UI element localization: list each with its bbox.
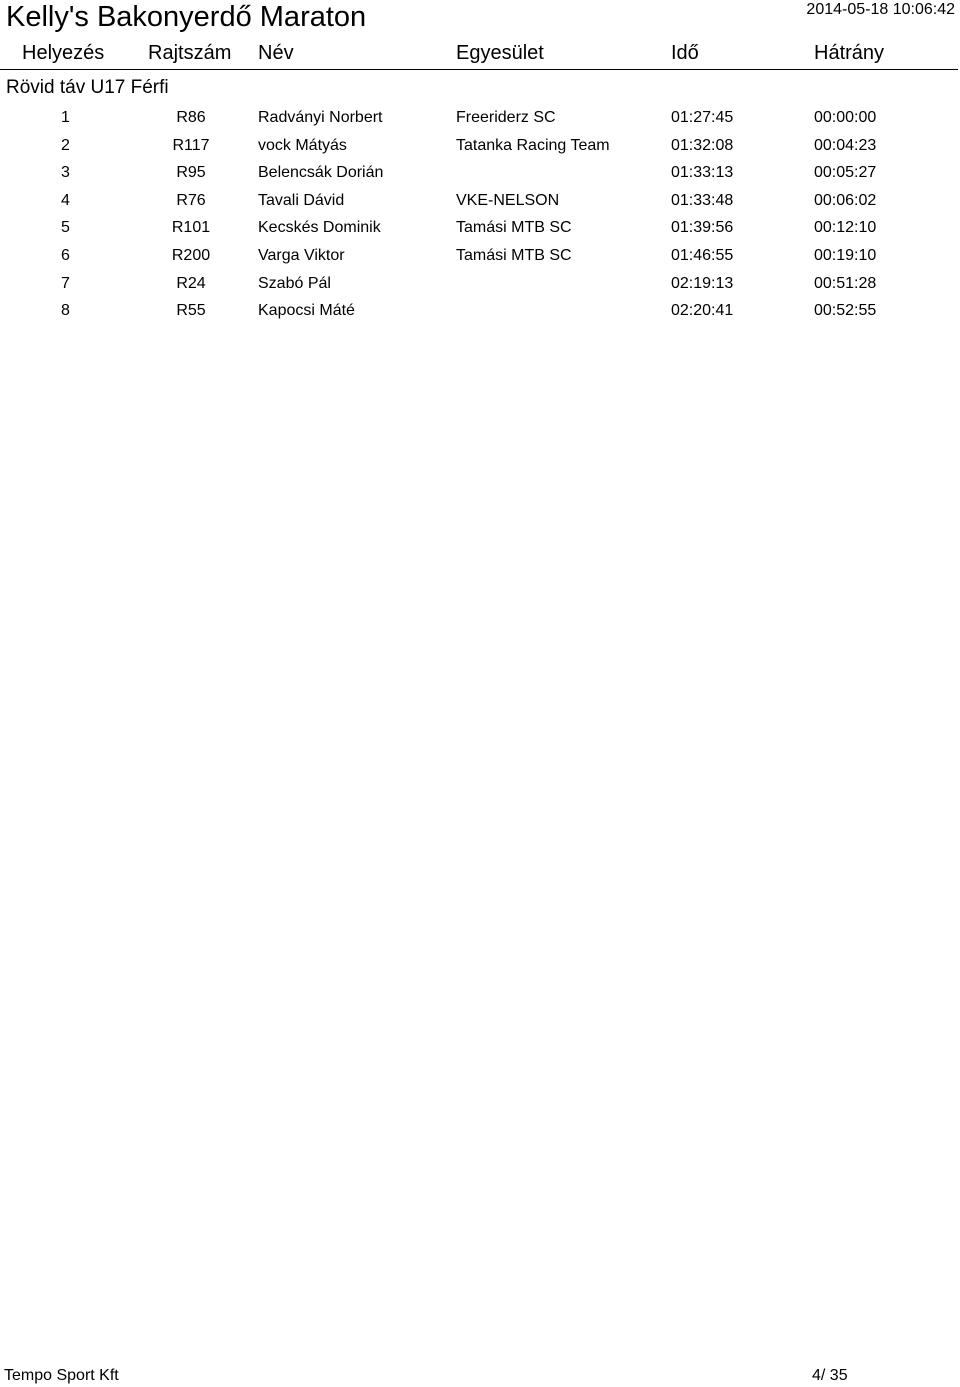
cell-name: Kecskés Dominik: [258, 219, 381, 237]
cell-name: Kapocsi Máté: [258, 302, 355, 320]
table-row: [0, 104, 960, 132]
header-position: Helyezés: [22, 42, 105, 64]
cell-name: Szabó Pál: [258, 274, 331, 292]
cell-position: 7: [61, 274, 70, 292]
cell-bib: R24: [176, 274, 206, 292]
cell-time: 01:33:48: [671, 191, 734, 209]
cell-gap: 00:06:02: [814, 191, 877, 209]
cell-time: 01:46:55: [671, 246, 734, 264]
cell-name: vock Mátyás: [258, 136, 347, 154]
table-row: [0, 297, 960, 325]
cell-club: Freeriderz SC: [456, 109, 556, 126]
cell-gap: 00:19:10: [814, 246, 877, 264]
table-row: [0, 214, 960, 242]
table-row: [0, 242, 960, 270]
header-club: Egyesület: [456, 42, 544, 64]
cell-bib: R55: [176, 302, 206, 320]
cell-gap: 00:51:28: [814, 274, 877, 292]
cell-position: 5: [61, 219, 70, 237]
cell-position: 1: [61, 109, 70, 126]
results-table: [0, 104, 960, 325]
cell-club: VKE-NELSON: [456, 191, 560, 209]
cell-bib: R200: [171, 246, 211, 264]
cell-bib: R86: [176, 109, 206, 126]
cell-club: Tamási MTB SC: [456, 219, 572, 237]
cell-name: Radványi Norbert: [258, 109, 383, 126]
cell-name: Belencsák Dorián: [258, 164, 384, 182]
cell-position: 3: [61, 164, 70, 182]
cell-bib: R101: [171, 219, 211, 237]
document-title: Kelly's Bakonyerdő Maraton: [6, 1, 367, 33]
table-row: [0, 132, 960, 160]
cell-gap: 00:52:55: [814, 302, 877, 320]
cell-time: 01:33:13: [671, 164, 734, 182]
header-name: Név: [258, 42, 294, 64]
print-timestamp: 2014-05-18 10:06:42: [806, 1, 955, 18]
cell-gap: 00:04:23: [814, 136, 877, 154]
cell-position: 8: [61, 302, 70, 320]
cell-bib: R95: [176, 164, 206, 182]
page-number: 4/ 35: [812, 1367, 848, 1384]
cell-time: 02:20:41: [671, 302, 734, 320]
category-title: Rövid táv U17 Férfi: [6, 77, 169, 98]
header-gap: Hátrány: [814, 42, 885, 64]
header-bib: Rajtszám: [148, 42, 232, 64]
cell-bib: R76: [176, 191, 206, 209]
cell-club: Tatanka Racing Team: [456, 136, 610, 154]
table-header: [0, 42, 960, 70]
cell-time: 01:39:56: [671, 219, 734, 237]
cell-position: 6: [61, 246, 70, 264]
cell-gap: 00:05:27: [814, 164, 877, 182]
table-row: [0, 270, 960, 298]
cell-time: 02:19:13: [671, 274, 734, 292]
header-divider: [0, 69, 958, 70]
cell-club: Tamási MTB SC: [456, 246, 572, 264]
header-time: Idő: [671, 42, 699, 64]
cell-gap: 00:00:00: [814, 109, 877, 126]
cell-gap: 00:12:10: [814, 219, 877, 237]
cell-position: 4: [61, 191, 70, 209]
cell-bib: R117: [172, 136, 210, 154]
table-row: [0, 187, 960, 215]
table-row: [0, 159, 960, 187]
cell-name: Tavali Dávid: [258, 191, 345, 209]
footer-organizer: Tempo Sport Kft: [4, 1367, 119, 1384]
cell-position: 2: [61, 136, 70, 154]
cell-time: 01:27:45: [671, 109, 734, 126]
cell-name: Varga Viktor: [258, 246, 345, 264]
cell-time: 01:32:08: [671, 136, 734, 154]
